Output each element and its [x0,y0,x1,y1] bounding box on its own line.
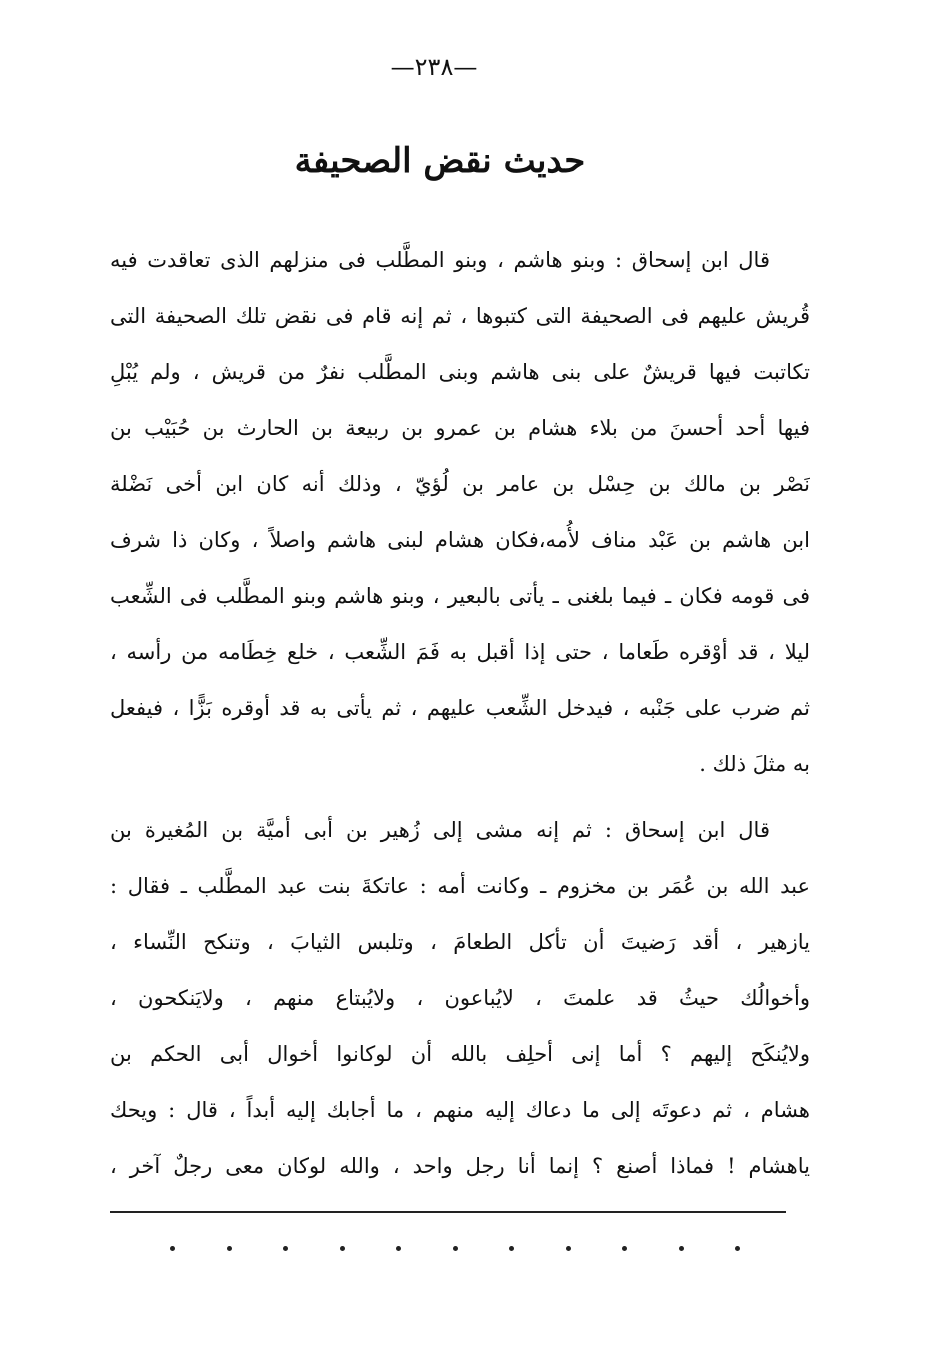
dot [283,1246,288,1251]
dot [566,1246,571,1251]
text-line: ياهشام ! فماذا أصنع ؟ إنما أنا رجل واحد ، والله لوكان معى رجلٌ آخر ، [110,1154,810,1178]
text-line: ابن هاشم بن عَبْد مناف لأُمه،فكان هشام لبنى هاشم واصلاً ، وكان ذا شرف [110,528,810,552]
page-number: —٢٣٨— [390,53,478,81]
text-line: ليلا ، قد أوْقره طَعاما ، حتى إذا أقبل به فَمَ الشِّعب ، خلع خِطَامه من رأسه ، [110,640,810,664]
text-line: عبد الله بن عُمَر بن مخزوم ـ وكانت أمه : عاتكةَ بنت عبد المطَّلب ـ فقال : [110,874,810,898]
dot [622,1246,627,1251]
text-line: وأخوالُك حيثُ قد علمتَ ، لايُباعون ، ولايُبتاع منهم ، ولايَنكحون ، [110,986,810,1010]
text-line: فى قومه فكان ـ فيما بلغنى ـ يأتى بالبعير ، وبنو هاشم وبنو المطَّلب فى الشِّعب [110,584,810,608]
ellipsis-dots [170,1238,740,1258]
dot [453,1246,458,1251]
dot [509,1246,514,1251]
dot [170,1246,175,1251]
paragraph-1 [110,232,810,792]
text-line: قال ابن إسحاق : ثم إنه مشى إلى زُهير بن أبى أميَّة بن المُغيرة بن [110,818,770,842]
text-line: يازهير ، أقد رَضيتَ أن تأكل الطعامَ ، وتلبس الثيابَ ، وتنكح النِّساء ، [110,930,810,954]
dot [735,1246,740,1251]
chapter-title: حديث نقض الصحيفة [294,141,586,181]
text-line: به مثلَ ذلك . [699,752,810,776]
text-line: فيها أحد أحسنَ من بلاء هشام بن عمرو بن ربيعة بن الحارث بن حُبَيْب بن [110,416,810,440]
footnote-divider [110,1211,786,1213]
dot [340,1246,345,1251]
dot [396,1246,401,1251]
text-line: هشام ، ثم دعوتَه إلى ما دعاك إليه منهم ، ما أجابك إليه أبداً ، قال : ويحك [110,1098,810,1122]
text-line: ثم ضرب على جَنْبه ، فيدخل الشِّعب عليهم ، ثم يأتى به قد أوقره بَزًّا ، فيفعل [110,696,810,720]
text-line: قُريش عليهم فى الصحيفة التى كتبوها ، ثم إنه قام فى نقض تلك الصحيفة التى [110,304,810,328]
text-line: تكاتبت فيها قريشٌ على بنى هاشم وبنى المطَّلب نفرٌ من قريش ، ولم يُبْلِ [110,360,810,384]
paragraph-2 [110,802,810,1194]
text-line: نَصْر بن مالك بن حِسْل بن عامر بن لُؤيّ ، وذلك أنه كان ابن أخى نَضْلة [110,472,810,496]
dot [227,1246,232,1251]
text-line: قال ابن إسحاق : وبنو هاشم ، وبنو المطَّلب فى منزلهم الذى تعاقدت فيه [110,248,770,272]
text-line: ولايُنكَح إليهم ؟ أما إنى أحلِف بالله أن لوكانوا أخوال أبى الحكم بن [110,1042,810,1066]
dot [679,1246,684,1251]
